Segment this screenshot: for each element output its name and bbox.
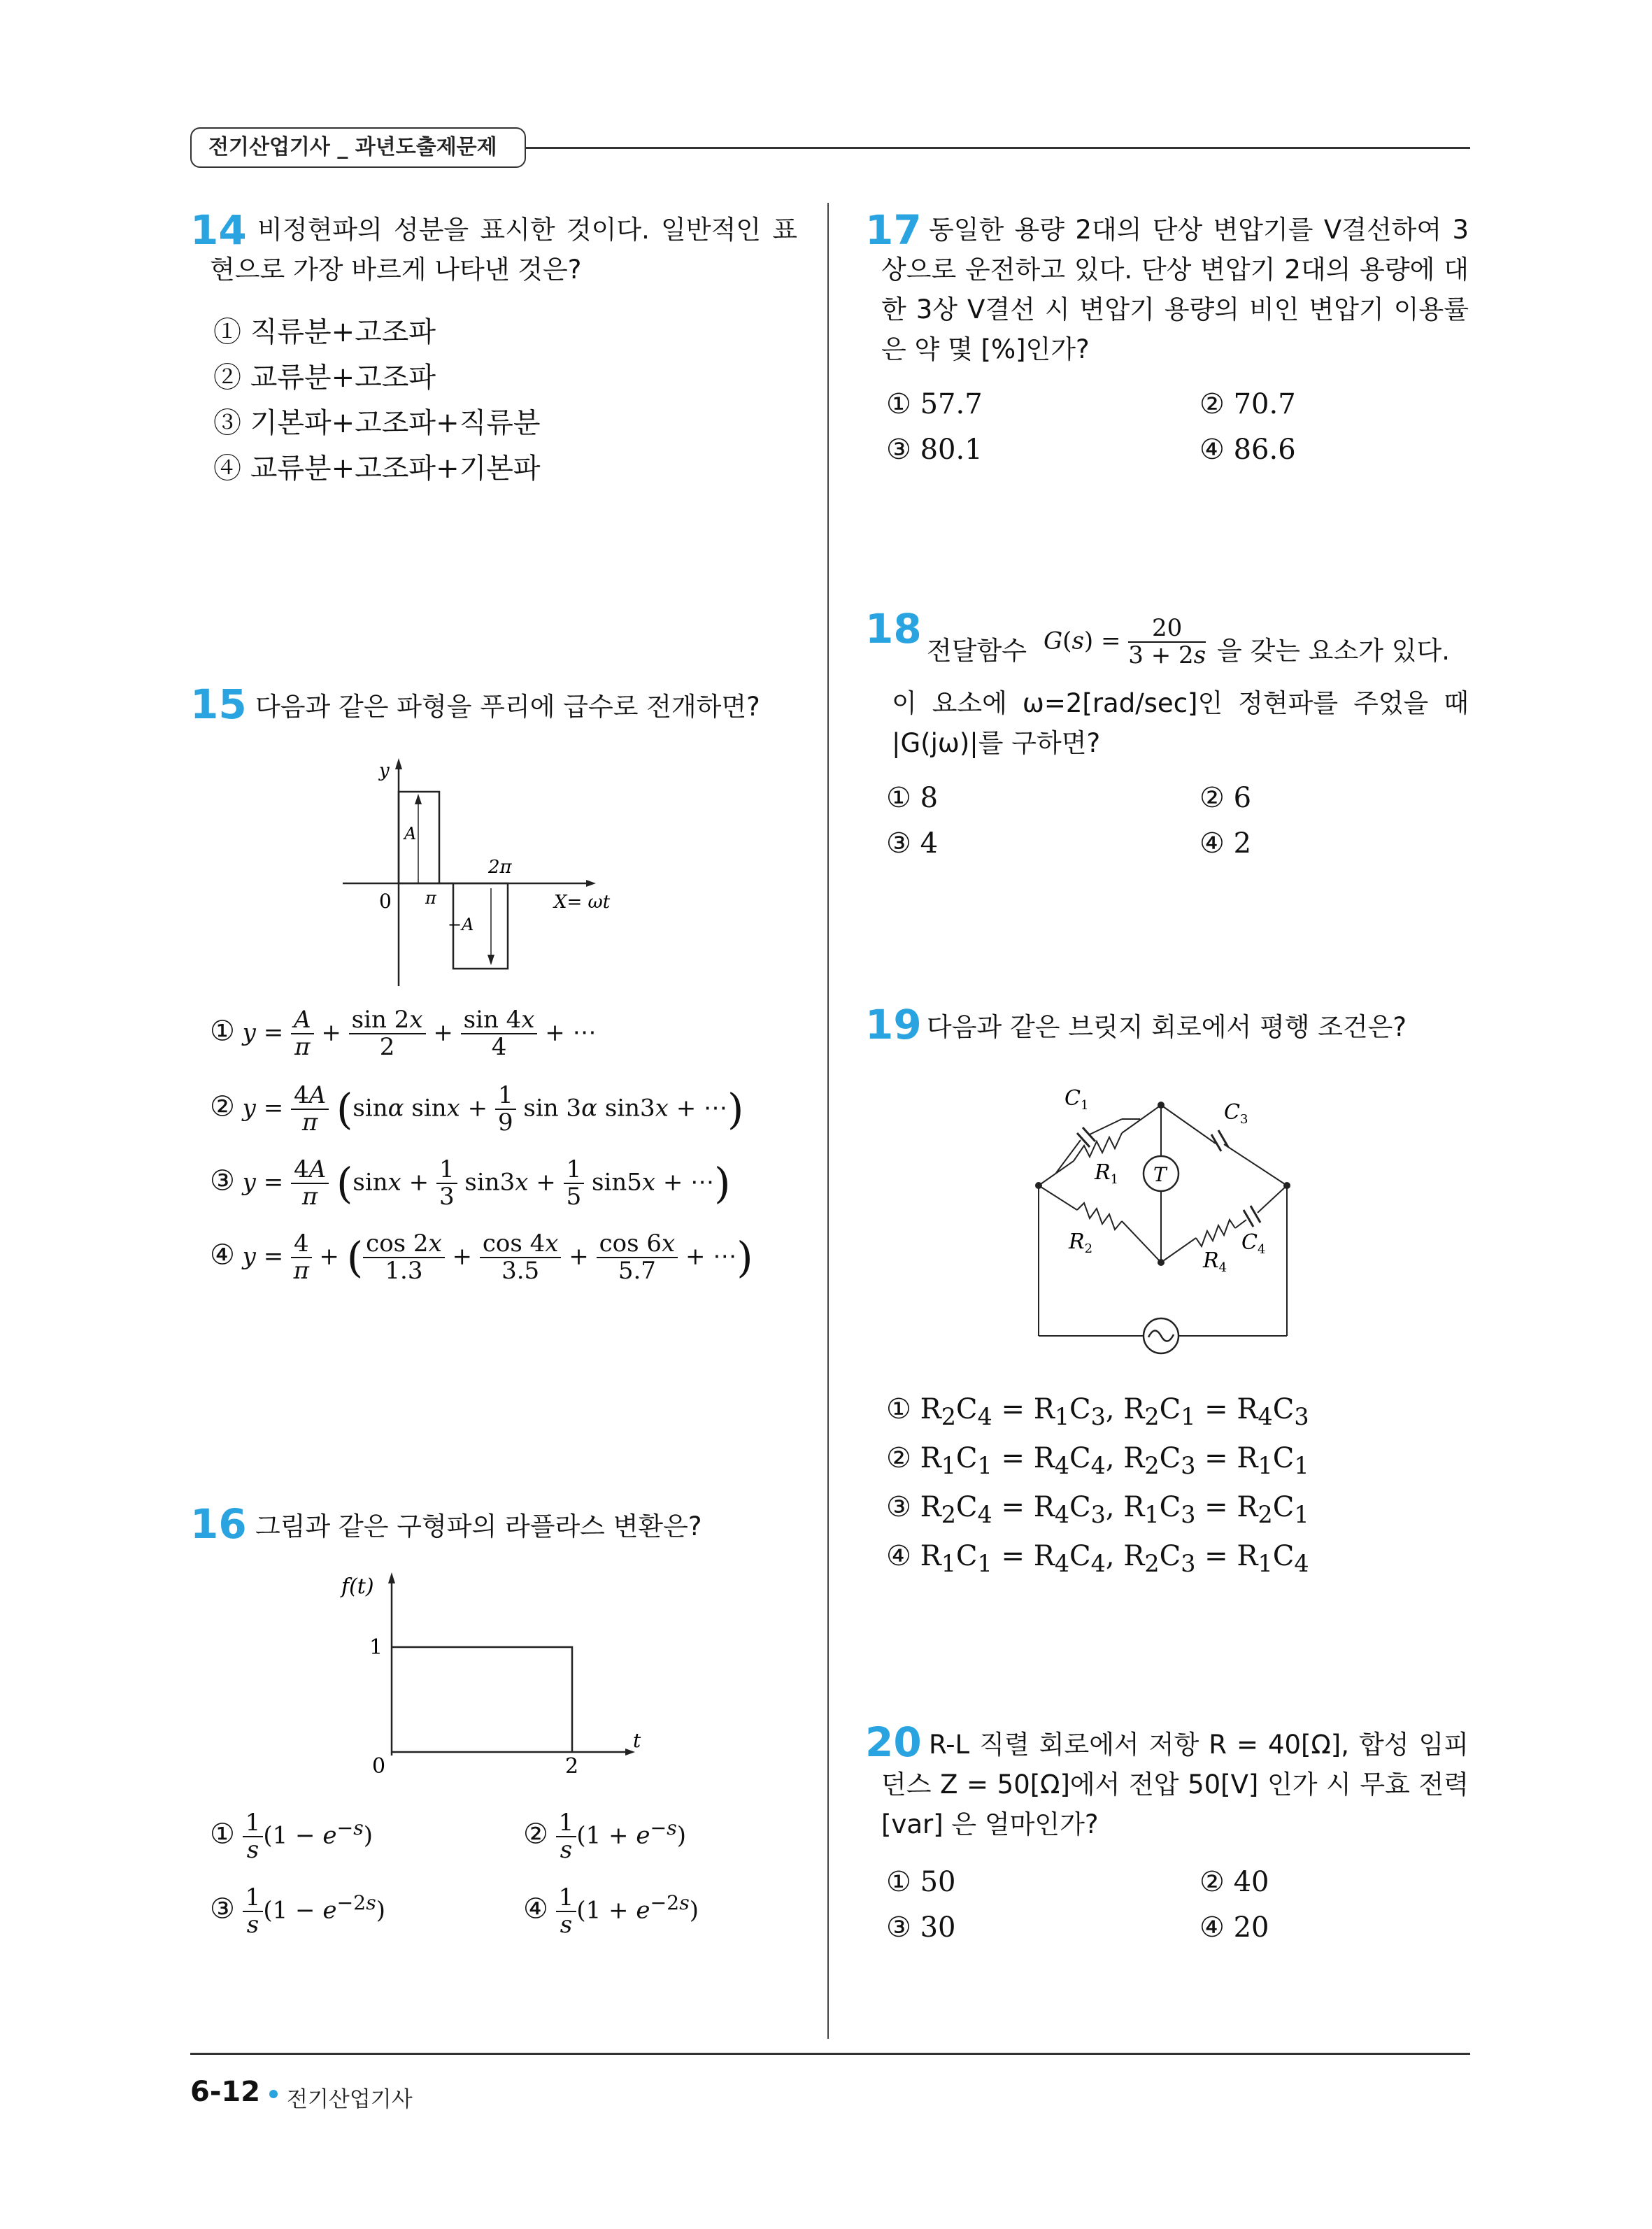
question-number-19: 19 (865, 1001, 922, 1048)
q20-option-2[interactable]: ② 40 (1199, 1866, 1269, 1898)
page-number: 6-12 (190, 2076, 261, 2108)
q19-option-2[interactable]: ② $R_1C_1 = R_4C_4$, $R_2C_3 = R_1C_1$ (886, 1442, 1309, 1479)
q16-option-4[interactable]: ④ $\frac{1}{s}$ $(1 + e^{-2s})$ (523, 1883, 699, 1939)
q15-neg-a-label: −A (448, 915, 474, 934)
q14-option-2[interactable]: ② 교류분+고조파 (213, 362, 436, 394)
q15-option-2[interactable]: ② y = $\frac{4A}{\pi}$ (sinα sinx + $\frac{1}{9}$ sin 3α sin3x + ⋯) (210, 1081, 744, 1137)
q15-option-1[interactable]: ① y = $\frac{A}{\pi}$ + $\frac{\sin 2x}{2}$ + $\frac{\sin 4x}{4}$ + ⋯ (210, 1006, 597, 1062)
q17-option-2[interactable]: ② 70.7 (1199, 388, 1296, 420)
footer-bullet-icon (269, 2090, 278, 2098)
q18-option-1[interactable]: ① 8 (886, 782, 939, 814)
question-18-text-a: 전달함수 (927, 636, 1027, 666)
q15-option-3[interactable]: ③ y = $\frac{4A}{\pi}$ (sinx + $\frac{1}{3}$ sin3x + $\frac{1}{5}$ sin5x + ⋯) (210, 1155, 731, 1211)
q19-detector-label: T (1153, 1163, 1167, 1186)
q15-pi-label: π (425, 888, 436, 908)
question-19-text: 다음과 같은 브릿지 회로에서 평행 조건은? (927, 1012, 1407, 1042)
q16-square-pulse-graph (329, 1567, 664, 1776)
header-rule (526, 147, 1470, 149)
q15-x-label: X= ωt (554, 892, 611, 913)
running-header: 전기산업기사 _ 과년도출제문제 (190, 127, 526, 168)
question-number-18: 18 (865, 605, 922, 653)
q16-t-label: t (633, 1729, 641, 1752)
q17-option-1[interactable]: ① 57.7 (886, 388, 983, 420)
q19-r4-label: $R_4$ (1203, 1248, 1227, 1275)
q15-a-label: A (404, 824, 417, 843)
q19-c4-label: $C_4$ (1241, 1230, 1266, 1257)
q20-option-4[interactable]: ④ 20 (1199, 1911, 1269, 1944)
q19-bridge-circuit (1028, 1084, 1308, 1371)
q18-option-4[interactable]: ④ 2 (1199, 827, 1252, 860)
q15-waveform-graph (336, 755, 615, 993)
footer-rule (190, 2053, 1470, 2055)
q17-option-3[interactable]: ③ 80.1 (886, 434, 983, 466)
question-number-20: 20 (865, 1718, 922, 1766)
column-divider (827, 203, 829, 2039)
q19-option-3[interactable]: ③ $R_2C_4 = R_4C_3$, $R_1C_3 = R_2C_1$ (886, 1491, 1309, 1528)
q17-option-4[interactable]: ④ 86.6 (1199, 434, 1296, 466)
question-14-text: 비정현파의 성분을 표시한 것이다. 일반적인 표현으로 가장 바르게 나타낸 것은? (210, 215, 797, 285)
question-18-text-c: 이 요소에 ω=2[rad/sec]인 정현파를 주었을 때 |G(jω)|를 구하면? (892, 688, 1469, 758)
q14-option-4[interactable]: ④ 교류분+고조파+기본파 (213, 453, 541, 485)
footer-book-title: 전기산업기사 (287, 2087, 413, 2112)
q20-option-3[interactable]: ③ 30 (886, 1911, 956, 1944)
q16-option-1[interactable]: ① $\frac{1}{s}$ $(1 - e^{-s})$ (210, 1809, 373, 1865)
q19-option-1[interactable]: ① $R_2C_4 = R_1C_3$, $R_2C_1 = R_4C_3$ (886, 1393, 1309, 1430)
q16-f-label: f(t) (341, 1574, 374, 1599)
q16-one-label: 1 (369, 1635, 383, 1660)
q15-2pi-label: 2π (488, 857, 512, 878)
question-15-text: 다음과 같은 파형을 푸리에 급수로 전개하면? (255, 692, 760, 722)
q18-transfer-function: G(s) = $\frac{20}{3 + 2s}$ (1044, 614, 1206, 670)
question-number-15: 15 (190, 681, 247, 728)
q16-option-2[interactable]: ② $\frac{1}{s}$ $(1 + e^{-s})$ (523, 1809, 686, 1865)
q15-origin-label: 0 (379, 890, 392, 913)
question-number-17: 17 (865, 206, 922, 254)
q19-c3-label: $C_3$ (1224, 1100, 1248, 1127)
q16-two-label: 2 (565, 1754, 579, 1776)
q15-option-4[interactable]: ④ y = $\frac{4}{\pi}$ + ( $\frac{\cos 2x}{1.3}$ + $\frac{\cos 4x}{3.5}$ + $\frac{\cos 6x}{5.7}$ + ⋯) (210, 1230, 753, 1286)
question-18-text-b: 을 갖는 요소가 있다. (1217, 636, 1450, 666)
question-17-text: 동일한 용량 2대의 단상 변압기를 V결선하여 3상으로 운전하고 있다. 단상 변압기 2대의 용량에 대한 3상 V결선 시 변압기 용량의 비인 변압기 이용률은 약 몇 [%]인가? (881, 215, 1469, 364)
q18-option-2[interactable]: ② 6 (1199, 782, 1252, 814)
q20-option-1[interactable]: ① 50 (886, 1866, 956, 1898)
question-number-14: 14 (190, 206, 247, 254)
q19-r1-label: $R_1$ (1095, 1160, 1119, 1187)
question-number-16: 16 (190, 1500, 247, 1548)
question-20-text: R-L 직렬 회로에서 저항 R = 40[Ω], 합성 임피던스 Z = 50[Ω]에서 전압 50[V] 인가 시 무효 전력[var] 은 얼마인가? (881, 1730, 1469, 1839)
q18-option-3[interactable]: ③ 4 (886, 827, 939, 860)
q19-r2-label: $R_2$ (1069, 1230, 1093, 1256)
q14-option-1[interactable]: ① 직류분+고조파 (213, 316, 436, 348)
q15-y-label: y (379, 760, 390, 781)
q16-option-3[interactable]: ③ $\frac{1}{s}$ $(1 - e^{-2s})$ (210, 1883, 386, 1939)
q16-origin-label: 0 (372, 1754, 386, 1776)
q19-c1-label: $C_1$ (1064, 1086, 1089, 1113)
q19-option-4[interactable]: ④ $R_1C_1 = R_4C_4$, $R_2C_3 = R_1C_4$ (886, 1540, 1309, 1577)
question-16-text: 그림과 같은 구형파의 라플라스 변환은? (255, 1511, 702, 1541)
q14-option-3[interactable]: ③ 기본파+고조파+직류분 (213, 407, 541, 439)
